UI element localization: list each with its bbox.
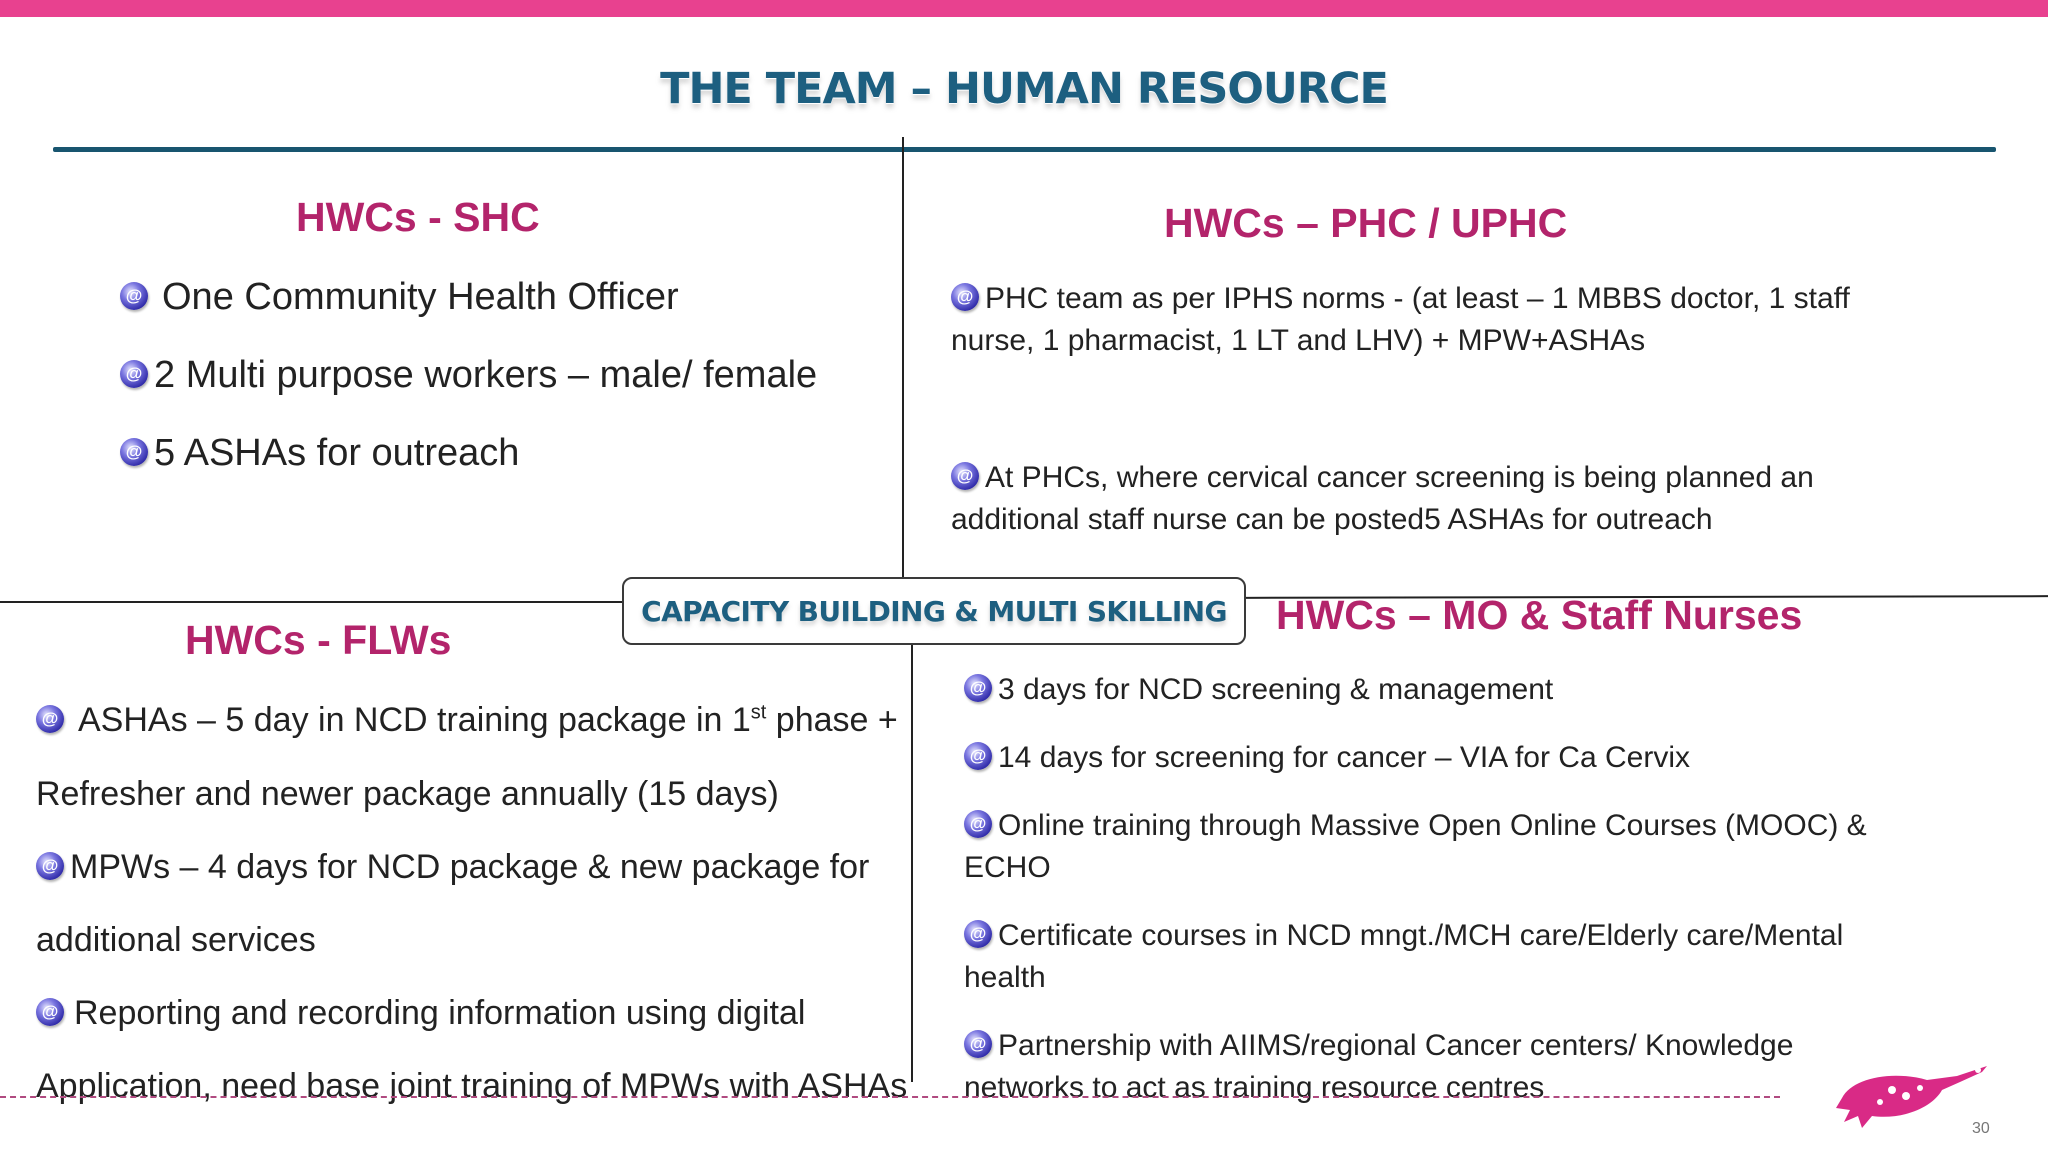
swirl-bullet-icon: @	[120, 360, 148, 388]
swirl-bullet-icon: @	[951, 283, 979, 311]
shc-item: @ 5 ASHAs for outreach	[120, 432, 519, 475]
flw-item-continued: additional services	[36, 921, 316, 959]
mo-item: @ Partnership with AIIMS/regional Cancer centers/ Knowledge	[964, 1029, 1793, 1063]
flw-item-continued: Refresher and newer package annually (15 days)	[36, 775, 779, 813]
phc-item: @ At PHCs, where cervical cancer screening is being planned an	[951, 461, 1814, 495]
mo-item-continued: ECHO	[964, 851, 1051, 884]
swirl-bullet-icon: @	[964, 810, 992, 838]
shc-heading: HWCs - SHC	[296, 194, 540, 240]
phc-item-continued: nurse, 1 pharmacist, 1 LT and LHV) + MPW+ASHAs	[951, 324, 1646, 357]
flw-heading: HWCs - FLWs	[185, 617, 452, 663]
phc-item-continued: additional staff nurse can be posted5 ASHAs for outreach	[951, 503, 1713, 536]
flw-item: @ MPWs – 4 days for NCD package & new package for	[36, 848, 869, 887]
swirl-bullet-icon: @	[964, 674, 992, 702]
swirl-bullet-icon: @	[36, 998, 64, 1026]
mo-item-continued: networks to act as training resource centres	[964, 1071, 1545, 1104]
phc-heading: HWCs – PHC / UPHC	[1164, 200, 1568, 246]
mo-item: @ 3 days for NCD screening & management	[964, 673, 1553, 707]
mo-item-continued: health	[964, 961, 1046, 994]
flw-item-continued: Application, need base joint training of MPWs with ASHAs	[36, 1067, 908, 1105]
swirl-bullet-icon: @	[964, 742, 992, 770]
mo-heading: HWCs – MO & Staff Nurses	[1276, 592, 1803, 638]
horizontal-divider-left	[0, 601, 623, 603]
mo-item: @ 14 days for screening for cancer – VIA for Ca Cervix	[964, 741, 1690, 775]
phc-item: @ PHC team as per IPHS norms - (at least – 1 MBBS doctor, 1 staff	[951, 282, 1850, 316]
footer-dashed-line	[0, 1096, 1780, 1098]
mo-item: @ Online training through Massive Open Online Courses (MOOC) &	[964, 809, 1867, 843]
flw-item: @ Reporting and recording information using digital	[36, 994, 805, 1033]
vertical-divider-top	[902, 137, 904, 578]
vertical-divider-bottom	[911, 642, 913, 1082]
center-label: CAPACITY BUILDING & MULTI SKILLING	[641, 594, 1227, 628]
flw-item: @ ASHAs – 5 day in NCD training package in 1st phase +	[36, 701, 898, 740]
slide-title: THE TEAM – HUMAN RESOURCE	[660, 64, 1388, 114]
swirl-bullet-icon: @	[36, 852, 64, 880]
shc-item: @ 2 Multi purpose workers – male/ female	[120, 354, 817, 397]
swirl-bullet-icon: @	[120, 282, 148, 310]
page-number: 30	[1972, 1120, 1990, 1137]
shc-item: @ One Community Health Officer	[120, 276, 679, 319]
mo-item: @ Certificate courses in NCD mngt./MCH care/Elderly care/Mental	[964, 919, 1843, 953]
swirl-bullet-icon: @	[36, 705, 64, 733]
bird-logo-icon	[1832, 1058, 1992, 1130]
swirl-bullet-icon: @	[964, 920, 992, 948]
title-underline	[53, 147, 1996, 152]
center-label-box	[622, 577, 1246, 645]
top-accent-bar	[0, 0, 2048, 17]
swirl-bullet-icon: @	[951, 462, 979, 490]
swirl-bullet-icon: @	[120, 438, 148, 466]
swirl-bullet-icon: @	[964, 1030, 992, 1058]
